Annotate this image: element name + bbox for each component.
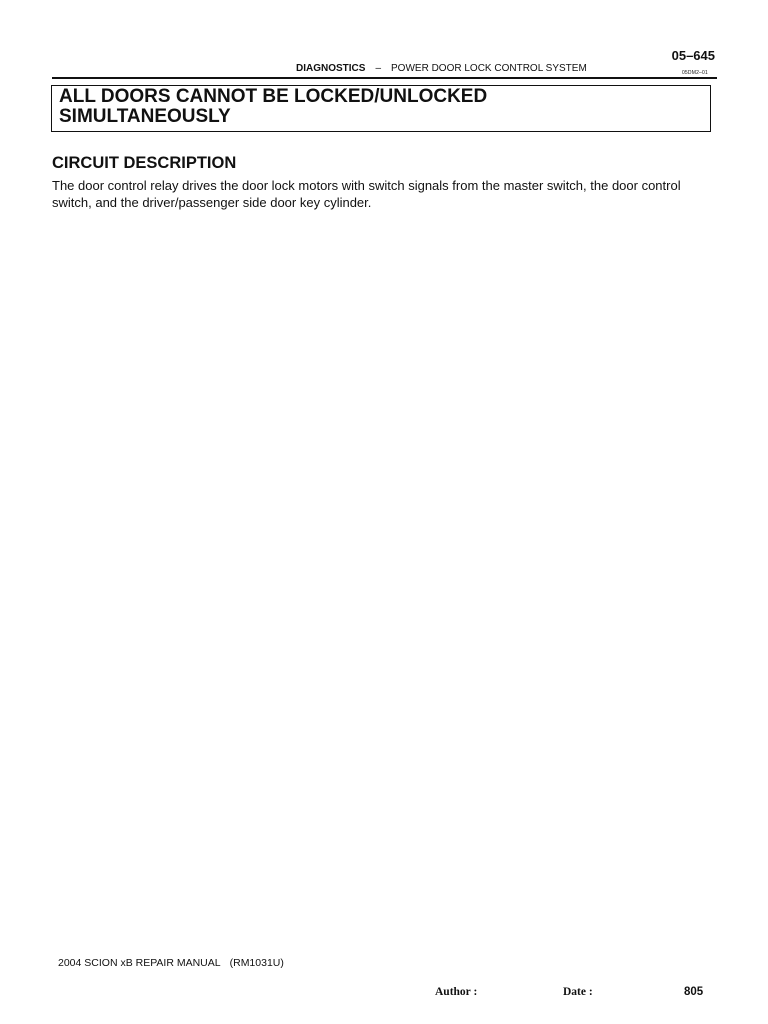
footer-page-number: 805	[684, 986, 704, 998]
footer-manual	[58, 957, 284, 969]
manual-name: 2004 SCION xB REPAIR MANUAL	[58, 957, 221, 969]
author-label: Author :	[435, 986, 478, 998]
section-name: DIAGNOSTICS	[296, 63, 366, 74]
document-code: 05DM2–01	[681, 70, 708, 76]
circuit-description-text: The door control relay drives the door lock motors with switch signals from the master switch, the door control switch, and the driver/passenger side door key cylinder.	[52, 178, 681, 210]
running-head	[296, 63, 587, 74]
header-rule	[52, 77, 717, 79]
title-line-1: ALL DOORS CANNOT BE LOCKED/UNLOCKED	[59, 86, 488, 107]
title-box	[51, 85, 711, 132]
header-separator: –	[375, 63, 382, 74]
title-line-2: SIMULTANEOUSLY	[59, 106, 231, 127]
date-label: Date :	[563, 986, 593, 998]
page-number: 05–645	[671, 48, 715, 63]
manual-code: (RM1031U)	[229, 957, 284, 969]
system-name: POWER DOOR LOCK CONTROL SYSTEM	[391, 63, 587, 74]
circuit-description-heading: CIRCUIT DESCRIPTION	[52, 154, 237, 172]
